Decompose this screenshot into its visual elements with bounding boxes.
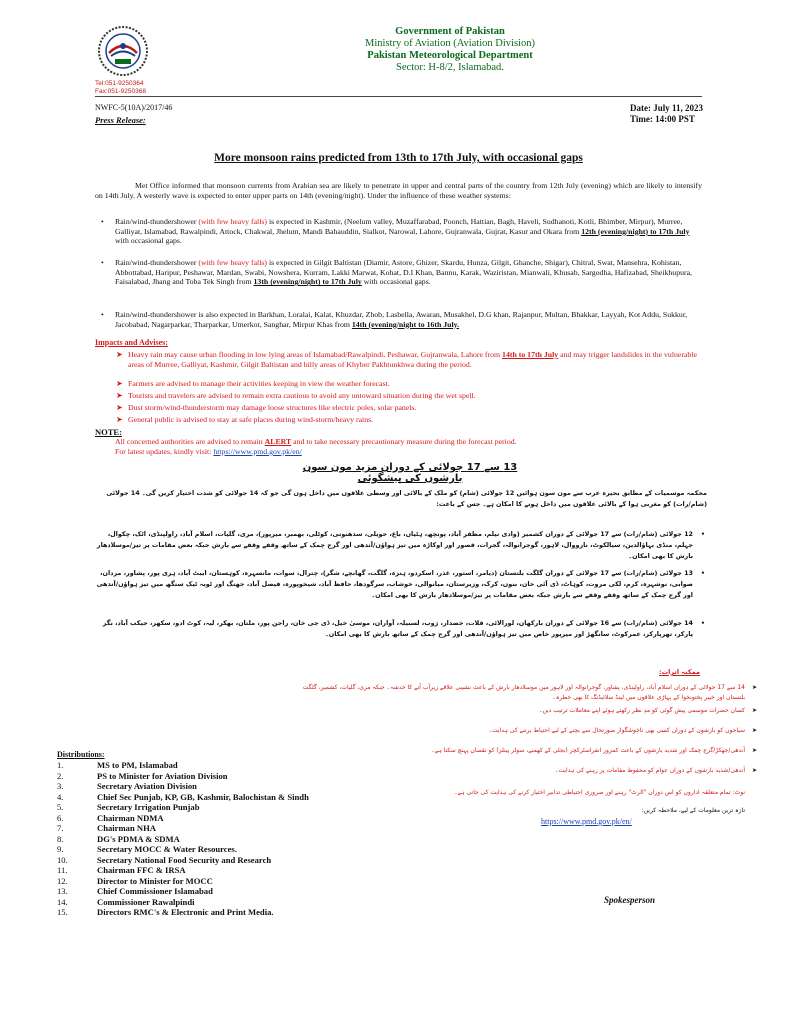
- bullet-dot: •: [700, 569, 705, 577]
- bullet-dot: •: [700, 530, 705, 538]
- urdu-impact-item: ➤ کسان حضرات موسمی پیش گوئی کو مدِ نظر رکھتے ہوئے اپنے معاملات ترتیب دیں۔: [538, 707, 757, 714]
- impact-item: ➤ Farmers are advised to manage their activities keeping in view the weather forecast.: [116, 379, 390, 388]
- list-item: 12. Director to Minister for MOCC: [57, 875, 213, 886]
- ministry-title: Ministry of Aviation (Aviation Division): [365, 38, 535, 49]
- press-release-label: Press Release:: [95, 115, 146, 125]
- list-item: 14. Commissioner Rawalpindi: [57, 896, 195, 907]
- bullet-dot: •: [700, 619, 705, 627]
- bullet-arrow: ➤: [116, 415, 123, 424]
- urdu-impact-item: ➤ آندھی/جھکڑ/گرج چمک اور شدید بارشوں کے باعث کمزور انفراسٹرکچر (بجلی کے کھمبے، سولر پینلز) کو نقصان پہنچ سکتا ہے۔: [431, 747, 757, 754]
- impact-item: ➤ General public is advised to stay at safe places during wind-storm/heavy rains.: [116, 415, 374, 424]
- list-item: 5. Secretary Irrigation Punjab: [57, 802, 200, 812]
- list-item: 11. Chairman FFC & IRSA: [57, 865, 186, 875]
- distributions-heading: Distributions:: [57, 750, 105, 759]
- release-date: Date: July 11, 2023: [630, 103, 703, 113]
- pmd-website-link-urdu[interactable]: https://www.pmd.gov.pk/en/: [541, 817, 632, 826]
- list-item: 8. DG's PDMA & SDMA: [57, 833, 180, 844]
- spokesperson-signature: Spokesperson: [604, 895, 656, 905]
- forecast-bullet: • Rain/wind-thundershower is also expected in Barkhan, Loralai, Kalat, Khuzdar, Zhob, Lasbella, Awaran, Musakhel, D.G khan, Rajanpur, Multan, Bhakkar, Layyah, Kot Addu, Sukkur, Jacobabad, Nagarparkar, Tharparkar, Umerkot, Sanghar, Mirpur Khas from 14th (evening/night to 16th July.: [101, 310, 688, 329]
- impact-item: ➤ Dust storm/wind-thunderstorm may damage loose structures like electric poles, solar panels.: [116, 403, 417, 412]
- pmd-website-link[interactable]: https://www.pmd.gov.pk/en/: [213, 447, 302, 456]
- bullet-arrow: ➤: [751, 684, 757, 691]
- date-time-block: [630, 103, 703, 125]
- dept-title: Pakistan Meteorological Department: [367, 50, 533, 61]
- fax-number: Fax:051-9250368: [95, 88, 146, 95]
- urdu-bullet: • 14 جولائی (شام/رات) سے 16 جولائی کے دوران بارکھان، لورالائی، قلات، خضدار، ژوب، لسبیلہ، آواران، موسیٰ خیل، ڈی جی خان، راجن پور، ملتان، بھکر، لیہ، کوٹ ادو، سکھر، جیکب آباد، نگر پارکر، تھرپارکر، عمرکوٹ، سانگھڑ اور میرپور خاص میں تیز ہواؤں/آندھی اور گرج چمک کے ساتھ بارش کا بھی امکان۔: [102, 619, 705, 638]
- bullet-arrow: ➤: [751, 747, 757, 754]
- urdu-impact-item: ➤ سیاحوں کو بارشوں کے دوران کسی بھی ناخوشگوار صورتحال سے بچنے کے لیے احتیاط برتنے کی ہدایت۔: [488, 727, 757, 734]
- urdu-bullet: • 12 جولائی (شام/رات) سے 17 جولائی کے دوران کشمیر (وادی نیلم، مظفر آباد، پونچھ، ہٹیاں، باغ، حویلی، سدھنوتی، کوٹلی، بھمبر، میرپور)، مری، گلیات، اسلام آباد، راولپنڈی، اٹک، چکوال، جہلم، منڈی بہاؤالدین، سیالکوٹ، نارووال، لاہور، گوجرانوالہ، گجرات، قصور اور اوکاڑہ میں تیز ہواؤں/آندھی اور گرج چمک کے ساتھ وقفے وقفے سے بارش جبکہ بعض مقامات پر تیز/موسلادھار بارش کا بھی امکان۔: [96, 530, 705, 560]
- urdu-title: 13 سے 17 جولائی کے دوران مزید مون سون بارشوں کی پیشگوئی: [302, 462, 518, 484]
- list-item: 4. Chief Sec Punjab, KP, GB, Kashmir, Balochistan & Sindh: [57, 791, 309, 802]
- bullet-dot: •: [101, 310, 104, 319]
- note-text: All concerned authorities are advised to remain ALERT and to take necessary precautionary measure during the forecast period. For latest updates, kindly visit: https://www.pmd.gov.pk/en/: [115, 437, 517, 456]
- forecast-bullet: • Rain/wind-thundershower (with few heavy falls) is expected in Kashmir, (Neelum valley, Muzaffarabad, Poonch, Hattian, Bagh, Haveli, Sudhanoti, Kotli, Bhimber, Mirpur), Murree, Galliyat, Islamabad, Rawalpindi, Attock, Chakwal, Jhelum, Mandi Bahauddin, Sialkot, Narowal, Lahore, Gujranwala, Gujrat, Kasur and Okara from 12th (evening/night) to 17th July with occasional gaps.: [101, 217, 690, 246]
- distribution-list: [57, 760, 309, 918]
- contact-numbers: [95, 80, 146, 96]
- bullet-dot: •: [101, 258, 104, 267]
- header-divider: [95, 96, 702, 97]
- bullet-arrow: ➤: [751, 727, 757, 734]
- reference-number: NWFC-5(10A)/2017/46: [95, 103, 173, 112]
- list-item: 1. MS to PM, Islamabad: [57, 760, 178, 770]
- note-heading: NOTE:: [95, 427, 122, 437]
- letterhead: [300, 26, 600, 74]
- bullet-arrow: ➤: [751, 707, 757, 714]
- list-item: 6. Chairman NDMA: [57, 812, 164, 823]
- bullet-arrow: ➤: [751, 767, 757, 774]
- impacts-heading: Impacts and Advises:: [95, 338, 168, 347]
- tel-number: Tel:051-9250364: [95, 80, 144, 87]
- impact-item: ➤ Heavy rain may cause urban flooding in low lying areas of Islamabad/Rawalpindi, Peshawar, Gujranwala, Lahore from 14th to 17th July and may trigger landslides in the vulnerable areas of Murree, Galliyat, Kashmir, Gilgit Baltistan and hilly areas of Khyber Pakhtunkhwa during the period.: [116, 350, 697, 369]
- gov-title: Government of Pakistan: [395, 26, 505, 37]
- pmd-logo: [97, 25, 149, 77]
- urdu-impact-item: ➤ 14 سے 17 جولائی کے دوران اسلام آباد، راولپنڈی، پشاور، گوجرانوالہ اور لاہور میں موسلادھار بارش کے باعث نشیبی علاقے زیرآب آنے کا خدشہ۔ جبکہ مری، گلیات، کشمیر، گلگت بلتستان اور خیبر پختونخوا کے پہاڑی علاقوں میں لینڈ سلائیڈنگ کا بھی خطرہ۔: [302, 684, 757, 701]
- list-item: 13. Chief Commissioner Islamabad: [57, 886, 213, 896]
- list-item: 10. Secretary National Food Security and Research: [57, 854, 272, 865]
- bullet-arrow: ➤: [116, 391, 123, 400]
- list-item: 3. Secretary Aviation Division: [57, 781, 197, 791]
- list-item: 9. Secretary MOCC & Water Resources.: [57, 844, 237, 854]
- sector-address: Sector: H-8/2, Islamabad.: [396, 62, 504, 73]
- list-item: 15. Directors RMC's & Electronic and Print Media.: [57, 907, 274, 917]
- page-title: More monsoon rains predicted from 13th to 17th July, with occasional gaps: [214, 152, 583, 164]
- bullet-arrow: ➤: [116, 379, 123, 388]
- urdu-impact-item: ➤ آندھی/شدید بارشوں کے دوران عوام کو محفوظ مقامات پر رہنے کی ہدایت۔: [554, 767, 757, 774]
- release-time: Time: 14:00 PST: [630, 114, 695, 124]
- urdu-latest-label: تازہ ترین معلومات کے لیے، ملاحظہ کریں:: [641, 807, 745, 814]
- impact-item: ➤ Tourists and travelers are advised to remain extra cautious to avoid any untoward situation during the wet spell.: [116, 391, 476, 400]
- urdu-impacts-heading: ممکنہ اثرات:: [659, 668, 700, 676]
- bullet-arrow: ➤: [116, 350, 123, 359]
- urdu-intro: محکمہ موسمیات کے مطابق بحیرہ عرب سے مون سون ہوائیں 12 جولائی (شام) کو ملک کے بالائی اور وسطی علاقوں میں داخل ہوں گی جو کہ 14 جولائی کو شدت اختیار کریں گی۔ 14 جولائی (شام/رات) کو مغربی ہوا کے بالائی علاقوں میں داخل ہونے کا امکان ہے۔ جس کے باعث:: [106, 489, 707, 508]
- urdu-note: نوٹ: تمام متعلقہ اداروں کو اس دوران "الرٹ" رہنے اور ضروری احتیاطی تدابیر اختیار کرنے کی ہدایت کی جاتی ہے۔: [454, 789, 745, 796]
- list-item: 7. Chairman NHA: [57, 823, 156, 833]
- bullet-arrow: ➤: [116, 403, 123, 412]
- urdu-bullet: • 13 جولائی (شام/رات) سے 17 جولائی کے دوران گلگت بلتستان (دیامر، استور، غذر، اسکردو، ہنزہ، گلگت، گھانچے، شگر)، چترال، سوات، مانسہرہ، کوہستان، ایبٹ آباد، ہری پور، پشاور، مردان، صوابی، نوشہرہ، کرم، لکی مروت، کوہاٹ، ڈی آئی خان، بنوں، کرک، وزیرستان، میانوالی، خوشاب، سرگودھا، حافظ آباد، شیخوپورہ، فیصل آباد، جھنگ اور ٹوبہ ٹیک سنگھ میں تیز ہواؤں/آندھی اور گرج چمک کے ساتھ وقفے وقفے سے بارش جبکہ بعض مقامات پر تیز/موسلادھار بارش کا بھی امکان۔: [96, 569, 705, 599]
- list-item: 2. PS to Minister for Aviation Division: [57, 770, 228, 781]
- bullet-dot: •: [101, 217, 104, 226]
- intro-paragraph: Met Office informed that monsoon currents from Arabian sea are likely to penetrate in upper and central parts of the country from 12th July (evening) which are likely to intensify on 14th July. A westerly wave is expected to enter upper parts on 14th (evening/night). Under the influence of these weather systems:: [95, 181, 702, 200]
- forecast-bullet: • Rain/wind-thundershower (with few heavy falls) is expected in Gilgit Baltistan (Diamir, Astore, Ghizer, Skardu, Hunza, Gilgit, Ghanche, Shigar), Chitral, Swat, Mansehra, Kohistan, Abbottabad, Haripur, Peshawar, Mardan, Swabi, Nowshera, Kurram, Lakki Marwat, Kohat, D.I Khan, Bannu, Karak, Waziristan, Mianwali, Khusab, Sargodha, Hafizabad, Sheikhupura, Faisalabad, Jhang and Toba Tek Singh from 13th (evening/night) to 17th July with occasional gaps.: [101, 258, 693, 287]
